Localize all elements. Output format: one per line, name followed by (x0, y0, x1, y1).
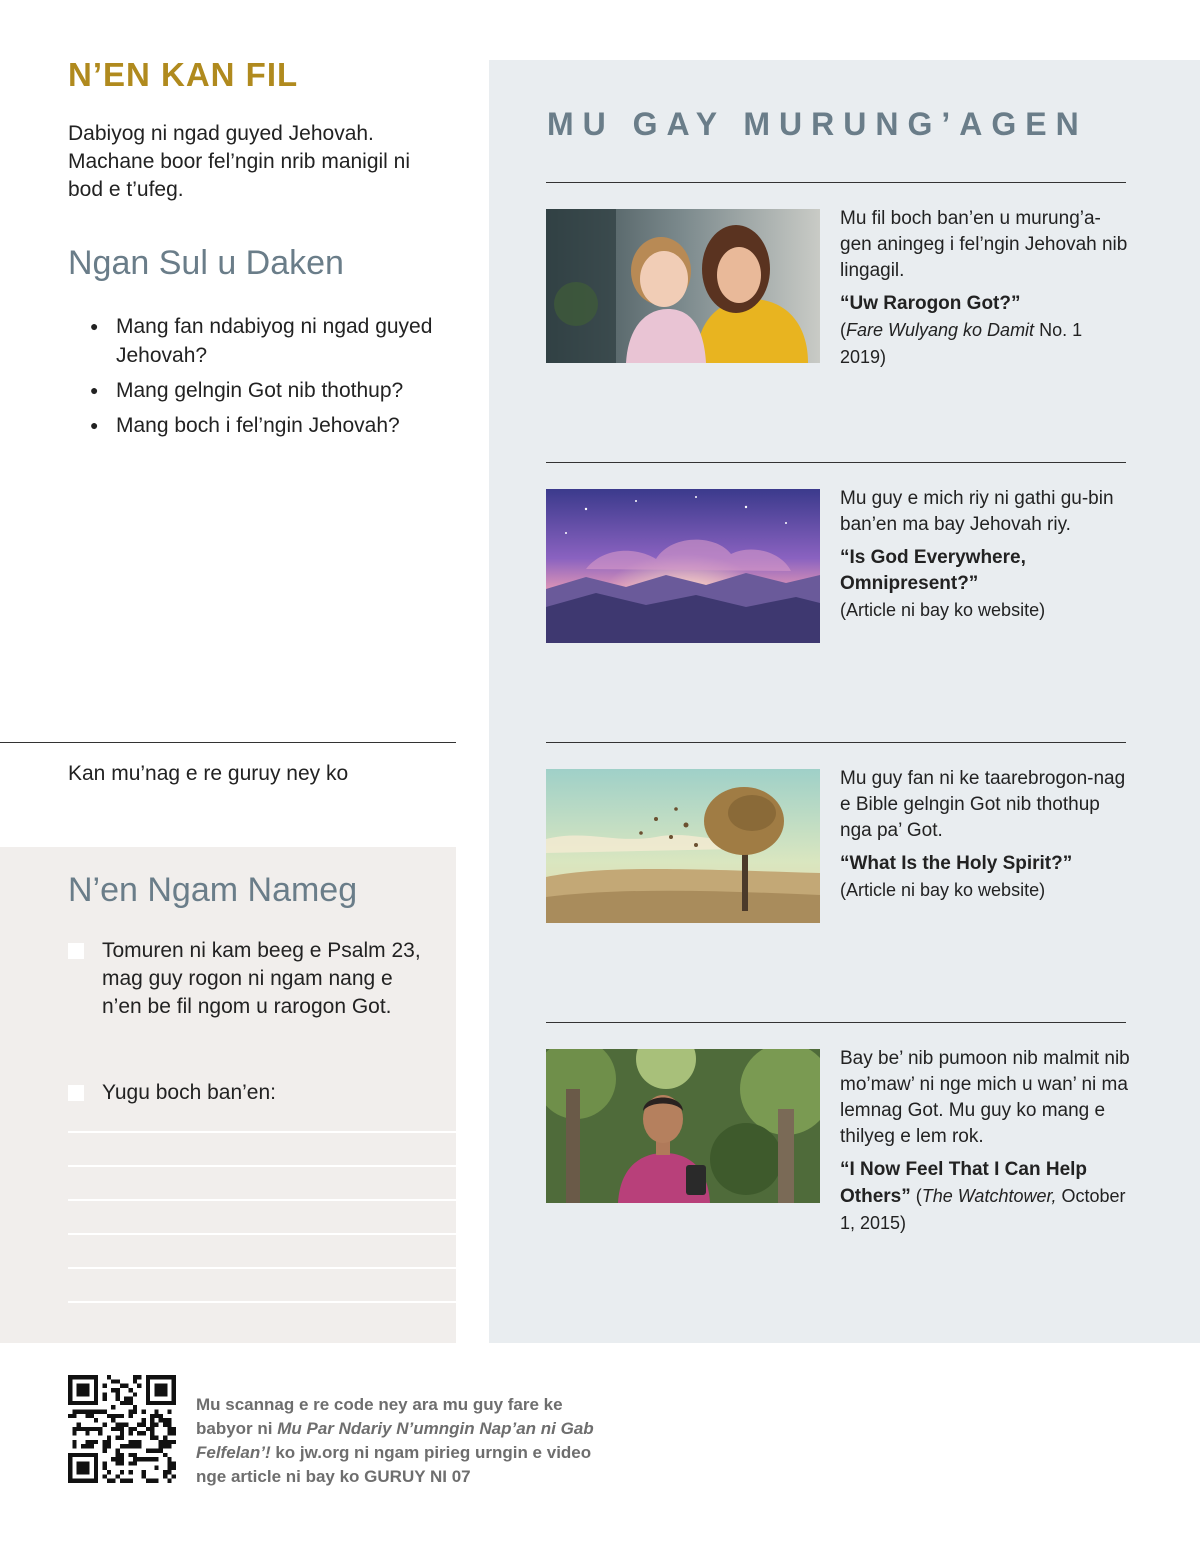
item-divider (546, 182, 1126, 183)
item-divider (546, 462, 1126, 463)
item-divider (546, 742, 1126, 743)
writing-line[interactable] (68, 1165, 456, 1167)
item-reference[interactable] (840, 1157, 1130, 1237)
writing-line[interactable] (68, 1267, 456, 1269)
night-sky-mountains-illustration[interactable] (546, 489, 820, 643)
source-publication: The Watchtower, (921, 1186, 1057, 1206)
writing-line[interactable] (68, 1131, 456, 1133)
goal-panel (0, 847, 456, 1343)
explore-panel (489, 60, 1200, 1343)
qr-code-icon[interactable] (68, 1375, 176, 1483)
checkbox[interactable] (68, 943, 84, 959)
goal-task (68, 937, 438, 1021)
reference-source (840, 600, 1045, 620)
goal-heading: N’en Ngam Nameg (68, 871, 358, 909)
reference-title: “I Now Feel That I Can Help Others” (840, 1159, 1088, 1207)
resource-item (840, 766, 1130, 904)
item-description: Bay be’ nib pumoon nib malmit nib mo’maw’ ni nge mich u wan’ ni ma lemnag Got. Mu guy ko mang e thilyeg e lem rok. (840, 1048, 1130, 1147)
reference-source (840, 880, 1045, 900)
resource-item (840, 486, 1130, 624)
item-reference[interactable] (840, 851, 1130, 904)
goal-task (68, 1079, 438, 1107)
footer-publication-title: Mu Par Ndariy N’umngin Nap’an ni Gab Felfelan’! (196, 1419, 594, 1462)
review-heading: Ngan Sul u Daken (68, 244, 344, 282)
goal-task-text: Yugu boch ban’en: (102, 1081, 276, 1104)
item-reference[interactable] (840, 291, 1130, 371)
review-question: ● Mang gelngin Got nib thothup? (90, 376, 460, 405)
item-reference[interactable] (840, 545, 1130, 624)
footer-note (196, 1393, 596, 1489)
writing-line[interactable] (68, 1233, 456, 1235)
review-questions (90, 312, 460, 446)
writing-line[interactable] (68, 1301, 456, 1303)
tree-in-wind-illustration[interactable] (546, 769, 820, 923)
reference-source (840, 320, 1082, 367)
reference-title: “Is God Everywhere, Omnipresent?” (840, 547, 1026, 594)
section-title: N’EN KAN FIL (68, 56, 299, 93)
source-open: ( (840, 320, 846, 340)
notes-divider (0, 742, 456, 743)
source-open: (Article ni bay ko website) (840, 880, 1046, 900)
notes-label: Kan mu’nag e re guruy ney ko (68, 762, 349, 785)
source-open: (Article ni bay ko website) (840, 600, 1046, 620)
review-question: ● Mang boch i fel’ngin Jehovah? (90, 411, 460, 440)
footer-text-part: Mu scannag e re code ney ara mu guy fare ke babyor ni (196, 1395, 563, 1438)
man-in-garden-photo[interactable] (546, 1049, 820, 1203)
item-description: Mu fil boch ban’en u murung’a-gen aningeg i fel’ngin Jehovah nib lingagil. (840, 208, 1128, 281)
checkbox[interactable] (68, 1085, 84, 1101)
writing-line[interactable] (68, 1199, 456, 1201)
goal-task-text: Tomuren ni kam beeg e Psalm 23, mag guy rogon ni ngam nang e n’en be fil ngom u rarogon Got. (102, 939, 421, 1018)
item-divider (546, 1022, 1126, 1023)
mother-and-child-photo[interactable] (546, 209, 820, 363)
source-publication: Fare Wulyang ko Damit (846, 320, 1035, 340)
item-description: Mu guy e mich riy ni gathi gu-bin ban’en ma bay Jehovah riy. (840, 488, 1114, 535)
resource-item (840, 1046, 1130, 1237)
resource-item (840, 206, 1130, 371)
reference-title: “What Is the Holy Spirit?” (840, 853, 1073, 874)
reference-title: “Uw Rarogon Got?” (840, 293, 1021, 314)
review-question: ● Mang fan ndabiyog ni ngad guyed Jehovah? (90, 312, 460, 370)
footer-text-part: ko jw.org ni ngam pirieg urngin e video nge article ni bay ko GURUY NI 07 (196, 1443, 592, 1486)
source-issue: No. 1 2019) (840, 320, 1083, 367)
item-description: Mu guy fan ni ke taarebrogon-nag e Bible gelngin Got nib thothup nga pa’ Got. (840, 768, 1126, 841)
lesson-summary: Dabiyog ni ngad guyed Jehovah. Machane boor fel’ngin nrib manigil ni bod e t’ufeg. (68, 122, 411, 201)
source-open: ( (910, 1186, 922, 1206)
source-issue: October 1, 2015) (840, 1186, 1126, 1233)
explore-title: MU GAY MURUNG’AGEN (547, 106, 1088, 142)
